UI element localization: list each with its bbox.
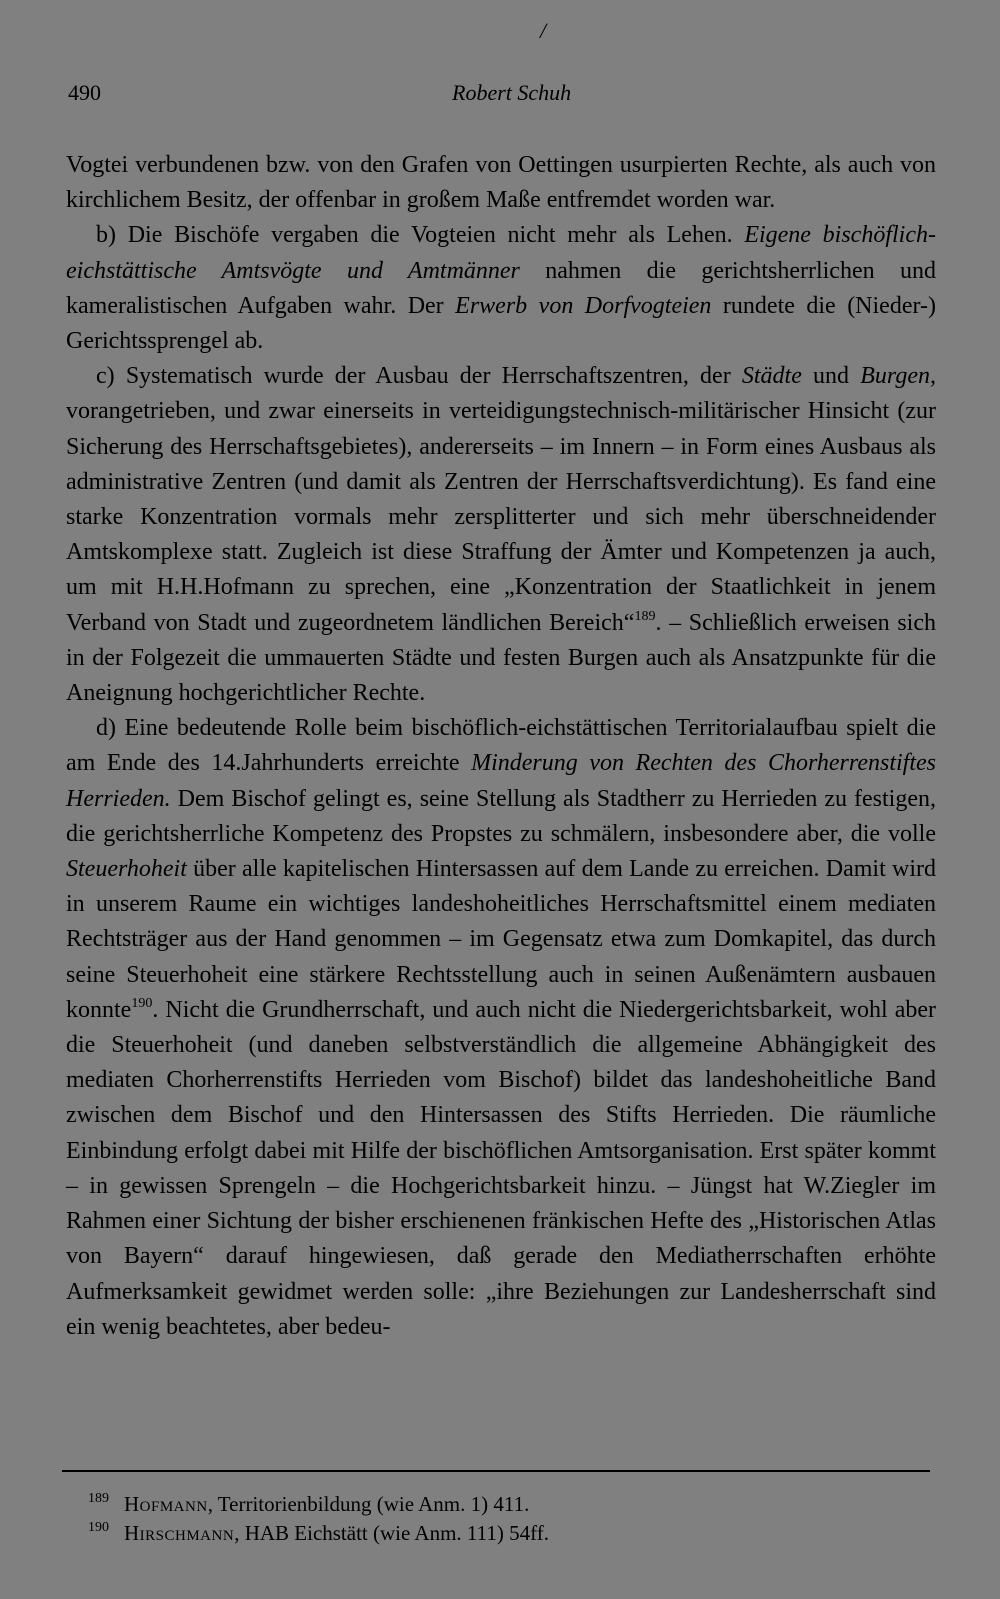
margin-mark: / <box>540 18 547 43</box>
footnote-190 <box>70 1519 910 1548</box>
paragraph-b-text-3: rundete die (Nieder-) Gerichtssprengel ab. <box>66 292 936 355</box>
body-text <box>66 148 936 1345</box>
paragraph-a-text: Vogtei verbundenen bzw. von den Grafen von Oettingen usurpierten Rechte, als auch von kirchlichem Besitz, der offenbar in großem Maße entfremdet worden war. <box>66 152 936 214</box>
footnote-number: 189 <box>88 1491 109 1506</box>
page-number: 490 <box>68 80 101 105</box>
paragraph-d-text-3: über alle kapitelischen Hintersassen auf dem Lande zu erreichen. Damit wird in unserem Raume ein wichtiges landeshoheitliches Herrschaftsmittel einem mediaten Rechtsträger aus der Hand genommen – im Gegensatz etwa zum Domkapitel, das durch seine Steuerhoheit eine stärkere Rechtsstellung auch in seinen Außenämtern ausbauen konnte <box>66 856 936 1023</box>
paragraph-c-text-3: vorangetrieben, und zwar einerseits in verteidigungstechnisch-militärischer Hinsicht (zur Sicherung des Herrschaftsgebietes), andererseits – im Innern – in Form eines Ausbaus als administrative Zentren (und damit als Zentren der Herrschaftsverdichtung). Es fand eine starke Konzentration vormals mehr zersplitterter und sich mehr überschneidender Amtskomplexe statt. Zugleich ist diese Straffung der Ämter und Kompetenzen ja auch, um mit H.H.Hofmann zu sprechen, eine „Konzentration der Staatlichkeit in jenem Verband von Stadt und zugeordnetem ländlichen Bereich“ <box>66 398 936 636</box>
footnote-rule <box>62 1470 930 1472</box>
running-head-author: Robert Schuh <box>452 80 572 105</box>
paragraph-b <box>66 218 936 359</box>
footnote-number: 190 <box>88 1520 109 1535</box>
paragraph-c <box>66 359 936 711</box>
footnote-citation: , HAB Eichstätt (wie Anm. 111) 54ff. <box>234 1521 549 1545</box>
footnote-text <box>124 1519 549 1548</box>
footnote-ref-189[interactable]: 189 <box>634 608 656 624</box>
paragraph-c-text-4: . – Schließlich erweisen sich in der Folgezeit die ummauerten Städte und festen Burgen auch als Ansatzpunkte für die Aneignung hochgerichtlicher Rechte. <box>66 609 936 707</box>
paragraph-c-emphasis-2: Burgen, <box>860 363 936 390</box>
footnotes <box>70 1490 910 1548</box>
paragraph-d-emphasis-2: Steuerhoheit <box>66 856 187 883</box>
paragraph-c-text-1: c) Systematisch wurde der Ausbau der Herrschaftszentren, der <box>96 363 742 390</box>
paragraph-b-text-1: b) Die Bischöfe vergaben die Vogteien nicht mehr als Lehen. <box>96 222 745 249</box>
paragraph-c-emphasis-1: Städte <box>741 363 802 390</box>
paragraph-d-text-2: Dem Bischof gelingt es, seine Stellung als Stadtherr zu Herrieden zu festigen, die gerichtsherrliche Kompetenz des Propstes zu schmälern, insbesondere aber, die volle <box>66 785 936 847</box>
paragraph-d-text-4: . Nicht die Grundherrschaft, und auch nicht die Niedergerichtsbarkeit, wohl aber die Steuerhoheit (und daneben selbstverständlich die allgemeine Abhängigkeit des mediaten Chorherrenstifts Herrieden vom Bischof) bildet das landeshoheitliche Band zwischen dem Bischof und den Hintersassen des Stifts Herrieden. Die räumliche Einbindung erfolgt dabei mit Hilfe der bischöflichen Amtsorganisation. Erst später kommt – in gewissen Sprengeln – die Hochgerichtsbarkeit hinzu. – Jüngst hat W.Ziegler im Rahmen einer Sichtung der bisher erschienenen fränkischen Hefte des „Historischen Atlas von Bayern“ darauf hingewiesen, daß gerade den Mediatherrschaften erhöhte Aufmerksamkeit gewidmet werden solle: „ihre Beziehungen zur Landesherrschaft sind ein wenig beachtetes, aber bedeu- <box>66 996 936 1340</box>
page-header <box>68 80 920 114</box>
paragraph-b-emphasis-1: Eigene bischöflich-eichstättische Amtsvögte und Amtmänner <box>66 222 936 284</box>
paragraph-d-emphasis-1: Minderung von Rechten des Chorherrenstiftes Herrieden. <box>66 750 936 812</box>
paragraph-b-text-2: nahmen die gerichtsherrlichen und kameralistischen Aufgaben wahr. Der <box>66 257 936 319</box>
footnote-citation: , Territorienbildung (wie Anm. 1) 411. <box>207 1492 530 1516</box>
footnote-author: Hofmann <box>124 1492 208 1516</box>
footnote-text <box>124 1490 529 1519</box>
paragraph-d-text-1: d) Eine bedeutende Rolle beim bischöflich-eichstättischen Territorialaufbau spielt die am Ende des 14.Jahrhunderts erreichte <box>66 715 936 777</box>
paragraph-b-emphasis-2: Erwerb von Dorfvogteien <box>455 292 712 319</box>
paragraph-c-text-2: und <box>801 363 861 390</box>
paragraph-d <box>66 711 936 1345</box>
footnote-189 <box>70 1490 910 1519</box>
footnote-author: Hirschmann <box>124 1521 235 1545</box>
paragraph-a <box>66 148 936 218</box>
footnote-ref-190[interactable]: 190 <box>131 995 153 1011</box>
